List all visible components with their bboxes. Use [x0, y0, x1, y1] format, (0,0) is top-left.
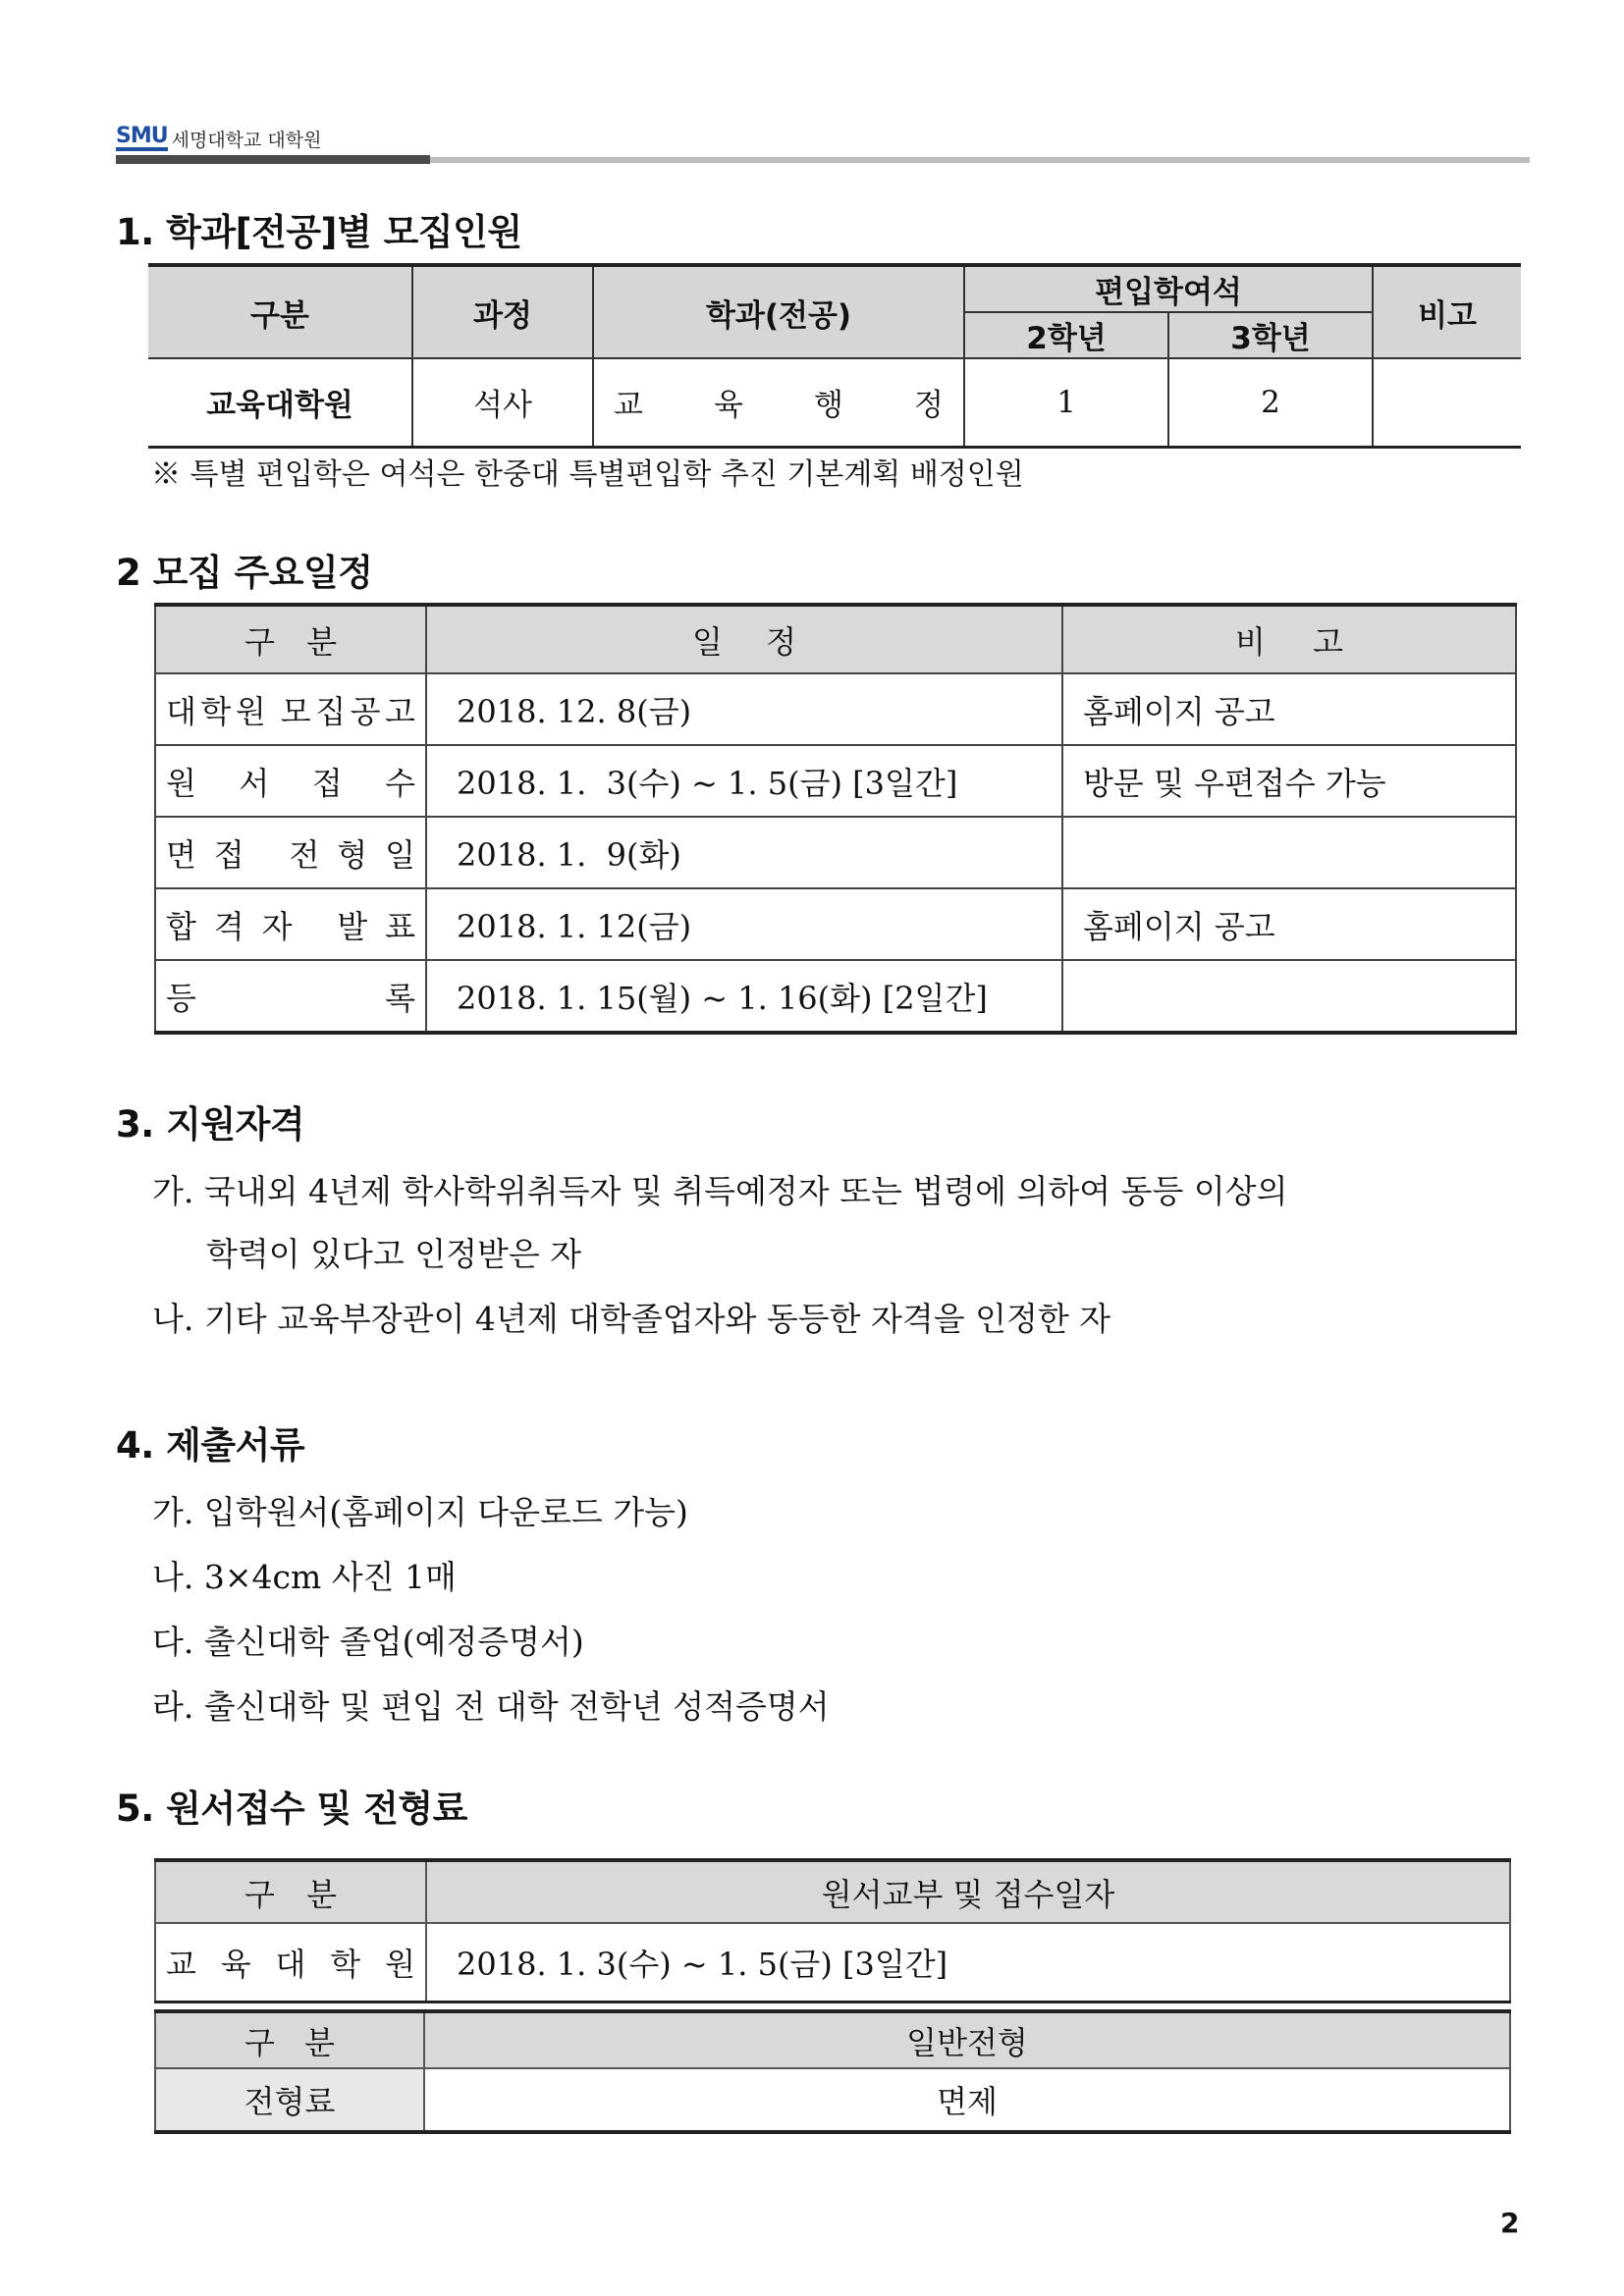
- application-header-date: 원서교부 및 접수일자: [426, 1860, 1510, 1923]
- qualification-item: 나. 기타 교육부장관이 4년제 대학졸업자와 동등한 자격을 인정한 자: [152, 1300, 1111, 1338]
- section3-title: 3. 지원자격: [116, 1103, 305, 1146]
- dept-char: 행: [814, 388, 843, 424]
- row-remarks: [1373, 358, 1521, 447]
- row-grade3: 2: [1168, 358, 1373, 447]
- section1-title: 1. 학과[전공]별 모집인원: [116, 211, 522, 253]
- label-char: 접: [213, 835, 244, 874]
- header-char: 분: [306, 1875, 337, 1913]
- label-char: 서: [239, 764, 270, 802]
- fee-header-general: 일반전형: [424, 2011, 1510, 2068]
- header-remarks: 비고: [1373, 265, 1521, 358]
- label-char: 표: [385, 907, 415, 945]
- table-row: [155, 745, 1516, 817]
- fee-table: [154, 2009, 1511, 2134]
- qualification-item: 가. 국내외 4년제 학사학위취득자 및 취득예정자 또는 법령에 의하여 동등 이상의: [152, 1172, 1288, 1210]
- header-grade3: 3학년: [1168, 312, 1373, 358]
- table-row: [155, 2068, 1510, 2132]
- schedule-remarks: 방문 및 우편접수 가능: [1062, 745, 1516, 817]
- header-category: 구분: [148, 265, 412, 358]
- label-char: 공: [350, 692, 381, 730]
- document-item: 가. 입학원서(홈페이지 다운로드 가능): [152, 1493, 688, 1531]
- label-char: 대: [166, 692, 196, 730]
- header-char: 정: [766, 622, 796, 661]
- schedule-header-remarks: [1062, 605, 1516, 673]
- header-department: 학과(전공): [593, 265, 964, 358]
- application-date: 2018. 1. 3(수) ~ 1. 5(금) [3일간]: [426, 1923, 1510, 2002]
- label-char: 일: [385, 835, 415, 874]
- header-course: 과정: [412, 265, 593, 358]
- label-char: 수: [385, 764, 415, 802]
- fee-header-category: [155, 2011, 424, 2068]
- section4-title: 4. 제출서류: [116, 1424, 305, 1467]
- fee-label: 전형료: [155, 2068, 424, 2132]
- application-header-category: [155, 1860, 426, 1923]
- header-rule-dark: [116, 155, 430, 164]
- schedule-date: 2018. 1. 3(수) ~ 1. 5(금) [3일간]: [426, 745, 1062, 817]
- schedule-date: 2018. 1. 9(화): [426, 817, 1062, 888]
- label-char: 등: [166, 979, 196, 1017]
- label-char: 육: [220, 1946, 251, 1983]
- header-char: 구: [244, 1875, 275, 1913]
- label-char: 모: [280, 692, 311, 730]
- label-char: 대: [275, 1946, 306, 1983]
- label-char: 원: [235, 692, 266, 730]
- label-char: 교: [166, 1946, 196, 1983]
- document-item: 나. 3×4cm 사진 1매: [152, 1558, 457, 1596]
- table-row: [155, 817, 1516, 888]
- schedule-label: [155, 817, 426, 888]
- label-char: 원: [166, 764, 196, 802]
- dept-char: 정: [914, 388, 944, 424]
- header-grade2: 2학년: [964, 312, 1168, 358]
- header-char: 구: [244, 2023, 275, 2061]
- fee-value: 면제: [424, 2068, 1510, 2132]
- label-char: 학: [200, 692, 232, 730]
- label-char: 전: [289, 835, 320, 874]
- dept-char: 육: [714, 388, 743, 424]
- label-char: 록: [385, 979, 415, 1017]
- schedule-label: [155, 960, 426, 1033]
- label-char: 자: [261, 907, 293, 945]
- table-row: [155, 673, 1516, 745]
- application-table: [154, 1858, 1511, 2003]
- row-category: 교육대학원: [148, 358, 412, 447]
- label-char: 면: [166, 835, 196, 874]
- schedule-remarks: 홈페이지 공고: [1062, 888, 1516, 960]
- schedule-label: [155, 673, 426, 745]
- schedule-label: [155, 745, 426, 817]
- section2-title: 2 모집 주요일정: [116, 552, 373, 594]
- row-grade2: 1: [964, 358, 1168, 447]
- schedule-header-date: [426, 605, 1062, 673]
- table-row: [155, 1923, 1510, 2002]
- schedule-date: 2018. 12. 8(금): [426, 673, 1062, 745]
- schedule-header-category: [155, 605, 426, 673]
- header-char: 분: [304, 2023, 335, 2061]
- page-number: 2: [1500, 2207, 1520, 2239]
- qualification-item-cont: 학력이 있다고 인정받은 자: [206, 1235, 582, 1273]
- schedule-table: [154, 603, 1517, 1035]
- table-row: [155, 960, 1516, 1033]
- header-char: 분: [306, 622, 337, 661]
- row-department: [593, 358, 964, 447]
- schedule-remarks: [1062, 817, 1516, 888]
- section5-title: 5. 원서접수 및 전형료: [116, 1788, 467, 1830]
- label-char: 학: [330, 1946, 361, 1983]
- header-char: 비: [1235, 622, 1266, 661]
- schedule-label: [155, 888, 426, 960]
- label-char: 접: [311, 764, 343, 802]
- section1-note: ※ 특별 편입학은 여석은 한중대 특별편입학 추진 기본계획 배정인원: [151, 457, 1024, 492]
- recruitment-table: [148, 263, 1521, 449]
- label-char: 고: [385, 692, 415, 730]
- dept-char: 교: [614, 388, 643, 424]
- header-char: 일: [692, 622, 723, 661]
- header-rule-light: [430, 157, 1530, 163]
- label-char: 원: [385, 1946, 415, 1983]
- label-char: 격: [213, 907, 244, 945]
- header-institution: 세명대학교 대학원: [171, 130, 322, 151]
- document-item: 라. 출신대학 및 편입 전 대학 전학년 성적증명서: [152, 1687, 830, 1726]
- schedule-remarks: [1062, 960, 1516, 1033]
- page-header: [116, 122, 321, 151]
- label-char: 형: [337, 835, 368, 874]
- header-char: 구: [244, 622, 275, 661]
- table-row: [155, 888, 1516, 960]
- schedule-remarks: 홈페이지 공고: [1062, 673, 1516, 745]
- smu-logo: SMU: [116, 126, 168, 151]
- row-course: 석사: [412, 358, 593, 447]
- header-char: 고: [1313, 622, 1343, 661]
- label-char: 집: [315, 692, 347, 730]
- schedule-date: 2018. 1. 15(월) ~ 1. 16(화) [2일간]: [426, 960, 1062, 1033]
- label-char: 합: [166, 907, 196, 945]
- application-label: [155, 1923, 426, 2002]
- label-char: 발: [337, 907, 368, 945]
- schedule-date: 2018. 1. 12(금): [426, 888, 1062, 960]
- document-item: 다. 출신대학 졸업(예정증명서): [152, 1623, 584, 1661]
- header-transfer: 편입학여석: [964, 265, 1373, 312]
